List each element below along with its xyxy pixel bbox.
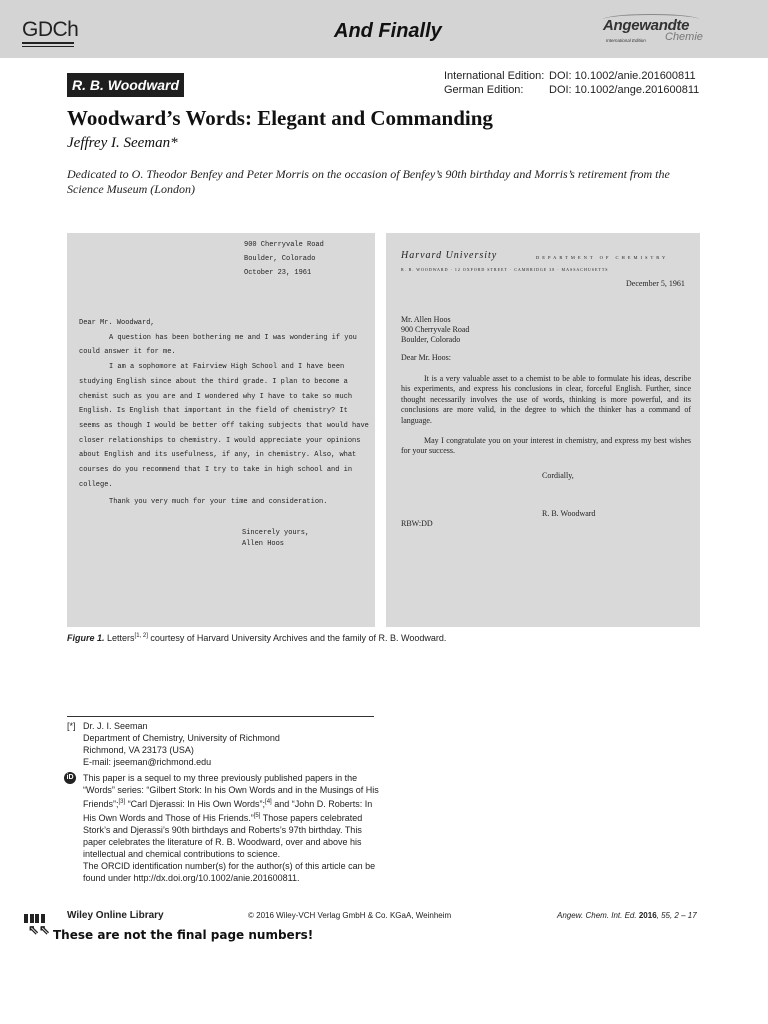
footnote-divider bbox=[67, 716, 374, 717]
letterhead-department: DEPARTMENT OF CHEMISTRY bbox=[536, 255, 669, 260]
ref-3[interactable]: [3] bbox=[118, 799, 126, 805]
sequel-note: This paper is a sequel to my three previously published papers in the “Words” series: “Gilbert Stork: In his Own Words and in the Musings of His Friends”;[3] “Carl Djerassi: In His Own Words”;[4] and “John D. Roberts: In His Own Words and Those of His Friends.”[5] Those papers celebrated Stork’s and Djerassi’s 90th birthdays and Roberts’s 97th birthday. This paper celebrates the literature of R. B. Woodward, over and above his intellectual and chemical contributions to science. The ORCID identification number(s) for the author(s) of this article can be found under http://dx.doi.org/10.1002/anie.201600811. bbox=[83, 773, 379, 883]
letter-date: December 5, 1961 bbox=[626, 279, 685, 288]
addressee-line2: 900 Cherryvale Road bbox=[401, 325, 470, 334]
signature: R. B. Woodward bbox=[542, 509, 596, 518]
doi-intl-value[interactable]: DOI: 10.1002/anie.201600811 bbox=[549, 70, 696, 82]
letter-body bbox=[79, 316, 369, 510]
letter-paragraph: Thank you very much for your time and consideration. bbox=[109, 498, 328, 507]
dedication: Dedicated to O. Theodor Benfey and Peter Morris on the occasion of Benfey’s 90th birthday and Morris’s retirement from the Science Museum (London) bbox=[67, 167, 670, 196]
closing: Sincerely yours, bbox=[242, 529, 310, 537]
not-final-notice: These are not the final page numbers! bbox=[53, 928, 314, 942]
topic-badge: R. B. Woodward bbox=[67, 73, 184, 97]
letter-paragraph: A question has been bothering me and I was wondering if you could answer it for me. bbox=[79, 333, 357, 357]
sender-address-line1: 900 Cherryvale Road bbox=[244, 241, 324, 249]
figure-caption: Figure 1. Letters[1, 2] courtesy of Harvard University Archives and the family of R. B. Woodward. bbox=[67, 633, 447, 643]
letterhead-address: R. B. WOODWARD · 12 OXFORD STREET · CAMBRIDGE 38 · MASSACHUSETTS bbox=[401, 267, 609, 272]
doi-intl-label: International Edition: bbox=[444, 70, 545, 82]
author-dept: Department of Chemistry, University of Richmond bbox=[83, 733, 280, 743]
orcid-icon[interactable]: iD bbox=[64, 772, 76, 784]
letter-paragraph: It is a very valuable asset to a chemist to be able to formulate his ideas, describe his experiments, and express his conclusions in clear, forceful English. Further, since thought necessarily involves the use of words, thinking is more powerful, and its conclusions are more valid, in the degree to which the thinker has a command of language. bbox=[401, 374, 691, 425]
sender-address-line2: Boulder, Colorado bbox=[244, 255, 316, 263]
letterhead-university: Harvard University bbox=[401, 250, 498, 261]
letter-paragraph: May I congratulate you on your interest in chemistry, and express my best wishes for your success. bbox=[401, 436, 691, 456]
page-header bbox=[0, 0, 768, 58]
letter-body bbox=[401, 374, 691, 457]
doi-german-label: German Edition: bbox=[444, 84, 524, 96]
ref-5[interactable]: [5] bbox=[253, 813, 261, 819]
back-arrow-icon: ⇖⇖ bbox=[28, 922, 50, 937]
author-city: Richmond, VA 23173 (USA) bbox=[83, 745, 194, 755]
addressee-line3: Boulder, Colorado bbox=[401, 335, 461, 344]
letter-from-woodward bbox=[386, 233, 700, 627]
salutation: Dear Mr. Hoos: bbox=[401, 353, 451, 362]
section-title: And Finally bbox=[334, 20, 442, 42]
copyright: © 2016 Wiley-VCH Verlag GmbH & Co. KGaA, Weinheim bbox=[248, 911, 452, 920]
article-author: Jeffrey I. Seeman* bbox=[67, 135, 178, 151]
author-name: Dr. J. I. Seeman bbox=[83, 721, 148, 731]
doi-german-value[interactable]: DOI: 10.1002/ange.201600811 bbox=[549, 84, 700, 96]
letter-date: October 23, 1961 bbox=[244, 269, 312, 277]
addressee-line1: Mr. Allen Hoos bbox=[401, 315, 451, 324]
doi-block bbox=[444, 69, 699, 97]
footnote-mark: [*] bbox=[67, 721, 76, 731]
article-title: Woodward’s Words: Elegant and Commanding bbox=[67, 106, 493, 130]
journal-logo: Angewandte International Edition Chemie bbox=[603, 17, 713, 34]
figure-label: Figure 1. bbox=[67, 633, 105, 643]
letter-paragraph: I am a sophomore at Fairview High School and I have been studying English since about the third grade. I plan to become a chemist such as you are and I wondered why I have to take so much English. Is English that important in the field of chemistry? It seems as though I would be better off taking subjects that would have closer relationships to chemistry. I would appreciate your opinions about English and its usefulness, if any, in chemistry. Also, what courses do you recommend that I try to take in high school and in college. bbox=[79, 363, 369, 489]
closing: Cordially, bbox=[542, 471, 574, 480]
orcid-note: The ORCID identification number(s) for the author(s) of this article can be found under http://dx.doi.org/10.1002/anie.201600811. bbox=[83, 861, 376, 883]
ref-4[interactable]: [4] bbox=[265, 799, 272, 805]
caption-refs[interactable]: [1, 2] bbox=[134, 633, 148, 639]
gdch-logo: GDCh bbox=[22, 18, 78, 42]
journal-citation: Angew. Chem. Int. Ed. 2016, 55, 2 – 17 bbox=[557, 911, 697, 920]
wiley-online-library-link[interactable]: Wiley Online Library bbox=[67, 910, 164, 921]
letter-from-hoos bbox=[67, 233, 375, 627]
signature: Allen Hoos bbox=[242, 540, 285, 548]
author-email[interactable]: E-mail: jseeman@richmond.edu bbox=[83, 757, 212, 767]
salutation: Dear Mr. Woodward, bbox=[79, 319, 155, 327]
typist-initials: RBW:DD bbox=[401, 519, 433, 528]
